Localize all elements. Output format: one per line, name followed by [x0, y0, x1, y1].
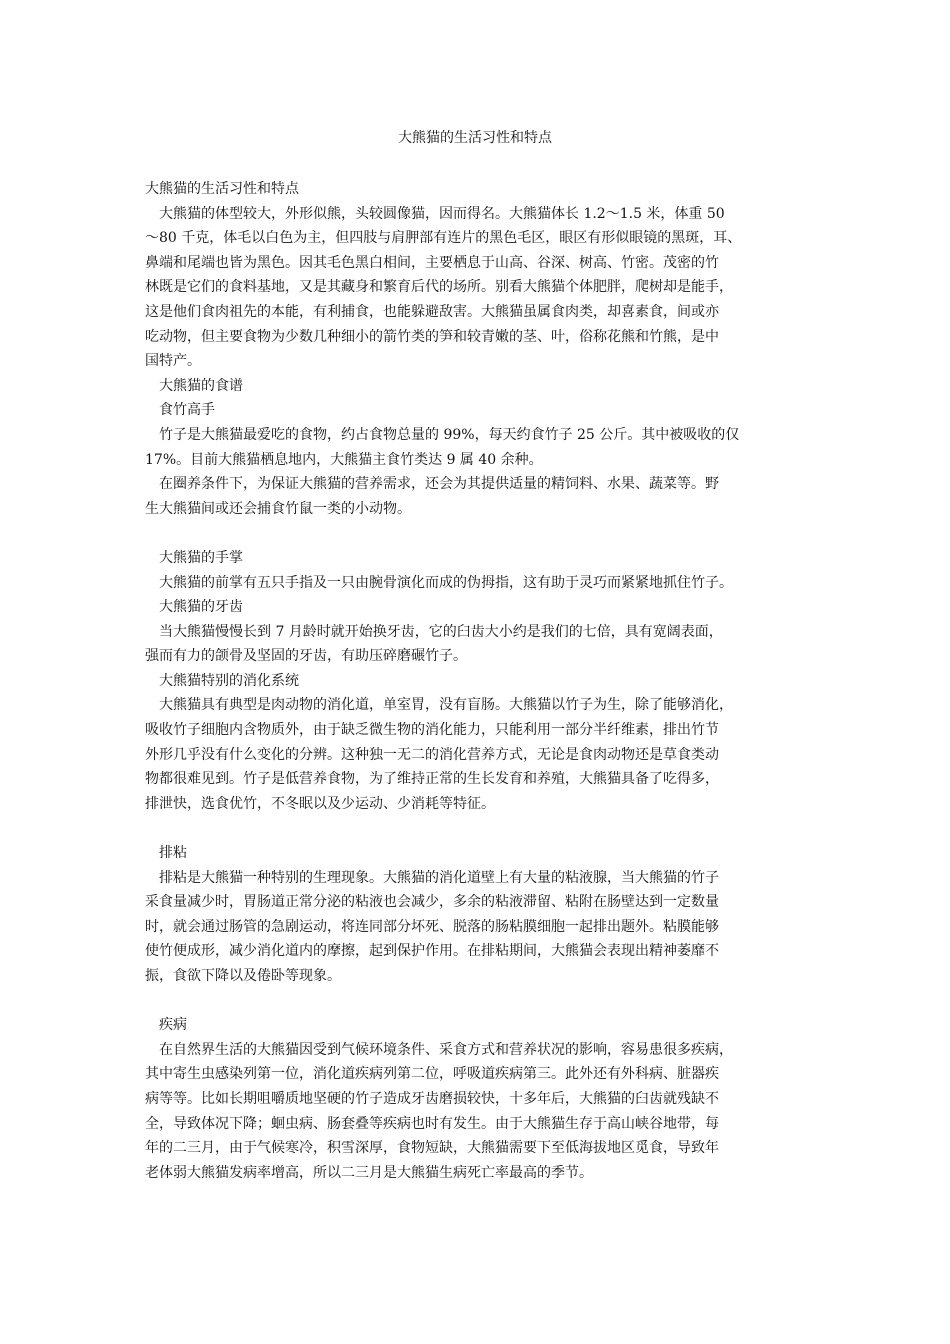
blank-line	[145, 816, 813, 841]
paragraph-line: 年的二三月，由于气候寒冷，积雪深厚，食物短缺，大熊猫需要下至低海拔地区觅食，导致年	[145, 1140, 719, 1157]
paragraph-line: 17%。目前大熊猫栖息地内，大熊猫主食竹类达 9 属 40 余种。	[145, 451, 543, 468]
paragraph-line: 生大熊猫间或还会捕食竹鼠一类的小动物。	[145, 500, 411, 517]
paragraph-line: 大熊猫的生活习性和特点	[145, 181, 299, 197]
paragraph-line: 全，导致体况下降；蛔虫病、肠套叠等疾病也时有发生。由于大熊猫生存于高山峡谷地带，每	[145, 1115, 719, 1132]
paragraph-line-indented: 当大熊猫慢慢长到 7 月龄时就开始换牙齿，它的臼齿大小约是我们的七倍，具有宽阔表面，	[159, 623, 723, 640]
paragraph-line-indented: 在圈养条件下，为保证大熊猫的营养需求，还会为其提供适量的精饲料、水果、蔬菜等。野	[159, 476, 719, 493]
paragraph-line: 时，就会通过肠管的急剧运动，将连同部分坏死、脱落的肠粘膜细胞一起排出题外。粘膜能够	[145, 918, 719, 935]
paragraph-line: 采食量减少时，胃肠道正常分泌的粘液也会减少，多余的粘液滞留、粘附在肠壁达到一定数量	[145, 894, 719, 911]
paragraph-line: 外形几乎没有什么变化的分辨。这种独一无二的消化营养方式，无论是食肉动物还是草食类动	[145, 746, 719, 763]
document-title: 大熊猫的生活习性和特点	[398, 130, 552, 146]
paragraph-line: 吸收竹子细胞内含物质外，由于缺乏微生物的消化能力，只能利用一部分半纤维素，排出竹节	[145, 722, 719, 739]
paragraph-line-indented: 大熊猫的前掌有五只手指及一只由腕骨演化而成的伪拇指，这有助于灵巧而紧紧地抓住竹子。	[159, 574, 733, 591]
paragraph-line: 这是他们食肉祖先的本能，有利捕食，也能躲避敌害。大熊猫虽属食肉类，却喜素食，间或亦	[145, 303, 719, 320]
paragraph-line: 国特产。	[145, 353, 201, 370]
paragraph-line-indented: 大熊猫具有典型是肉动物的消化道，单室胃，没有盲肠。大熊猫以竹子为生，除了能够消化，	[159, 697, 733, 714]
paragraph-line-indented: 在自然界生活的大熊猫因受到气候环境条件、采食方式和营养状况的影响，容易患很多疾病，	[159, 1041, 733, 1058]
paragraph-line: 鼻端和尾端也皆为黑色。因其毛色黑白相间，主要栖息于山高、谷深、树高、竹密。茂密的竹	[145, 254, 719, 271]
paragraph-line: 使竹便成形，减少消化道内的摩擦，起到保护作用。在排粘期间，大熊猫会表现出精神萎靡不	[145, 943, 719, 960]
paragraph-line-indented: 竹子是大熊猫最爱吃的食物，约占食物总量的 99%，每天约食竹子 25 公斤。其中被吸收的仅	[159, 426, 740, 443]
paragraph-line: 吃动物，但主要食物为少数几种细小的箭竹类的笋和较青嫩的茎、叶，俗称花熊和竹熊，是中	[145, 328, 719, 345]
paragraph-line: ～80 千克，体毛以白色为主，但四肢与肩胛部有连片的黑色毛区，眼区有形似眼镜的黑斑，耳、	[145, 230, 742, 247]
paragraph-line-indented: 排粘	[159, 845, 187, 862]
paragraph-line: 强而有力的颌骨及坚固的牙齿，有助压碎磨碾竹子。	[145, 648, 467, 665]
blank-line	[145, 989, 813, 1014]
paragraph-line: 振，食欲下降以及倦卧等现象。	[145, 968, 341, 984]
paragraph-line-indented: 疾病	[159, 1017, 187, 1034]
paragraph-line: 物都很难见到。竹子是低营养食物，为了维持正常的生长发育和养殖，大熊猫具备了吃得多，	[145, 771, 719, 788]
paragraph-line-indented: 大熊猫特别的消化系统	[159, 672, 299, 689]
document-body	[145, 177, 813, 1185]
paragraph-line: 林既是它们的食料基地，又是其藏身和繁育后代的场所。别看大熊猫个体肥胖，爬树却是能手，	[145, 279, 733, 296]
paragraph-line-indented: 食竹高手	[159, 402, 215, 419]
paragraph-line: 老体弱大熊猫发病率增高，所以二三月是大熊猫生病死亡率最高的季节。	[145, 1164, 593, 1181]
paragraph-line-indented: 排粘是大熊猫一种特别的生理现象。大熊猫的消化道壁上有大量的粘液腺，当大熊猫的竹子	[159, 869, 719, 886]
paragraph-line: 排泄快，选食优竹，不冬眠以及少运动、少消耗等特征。	[145, 795, 495, 812]
paragraph-line: 病等等。比如长期咀嚼质地坚硬的竹子造成牙齿磨损较快，十多年后，大熊猫的臼齿就残缺不	[145, 1090, 719, 1107]
paragraph-line: 其中寄生虫感染列第一位，消化道疾病列第二位，呼吸道疾病第三。此外还有外科病、脏器疾	[145, 1066, 719, 1083]
blank-line	[145, 521, 813, 546]
paragraph-line-indented: 大熊猫的牙齿	[159, 599, 243, 616]
paragraph-line-indented: 大熊猫的食谱	[159, 377, 243, 394]
paragraph-line-indented: 大熊猫的体型较大，外形似熊，头较圆像猫，因而得名。大熊猫体长 1.2～1.5 米，体重 50	[159, 205, 725, 222]
paragraph-line-indented: 大熊猫的手掌	[159, 549, 243, 566]
